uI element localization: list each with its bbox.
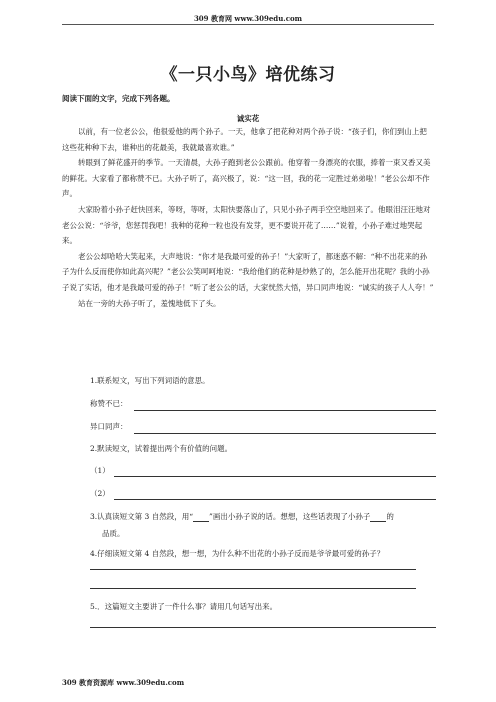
passage-paragraph-4: 老公公却哈哈大笑起来，大声地说：“你才是我最可爱的孙子！”大家听了，都迷惑不解：“种不出花来的孙子为什么反而使你如此高兴呢？”老公公笑呵呵地说：“我给他们的花种是炒熟了的，怎么能开出花呢？我的小孙子说了实话，他才是我最可爱的孙子！”听了老公公的话，大家恍然大悟，异口同声地说：“诚实的孩子人人夸！” [62, 251, 434, 292]
question-1: 1.联系短文，写出下列词语的意思。 [90, 376, 210, 385]
passage-paragraph-5: 站在一旁的大孙子听了，羞愧地低下了头。 [78, 298, 221, 308]
question-3-text-b: ”画出小孙子说的话。想想，这些话表现了小孙子 [209, 512, 371, 521]
page-footer: 309 教育资源库 www.309edu.com [62, 678, 185, 687]
question-3-text-a: 3.认真读短文第 3 自然段，用“ [90, 512, 194, 521]
question-3-blank-mark[interactable] [193, 513, 209, 522]
question-2: 2.默读短文，试着提出两个有价值的问题。 [90, 444, 233, 453]
passage-body [62, 124, 434, 311]
passage-paragraph-3: 大家盼着小孙子赶快回来，等呀，等呀，太阳快要落山了，只见小孙子两手空空地回来了。他眼泪汪汪地对老公公说：“爷爷，您惩罚我吧！我种的花种一粒也没有发芽，更不要说开花了……”说着，小孙子难过地哭起来。 [62, 204, 431, 246]
passage-paragraph-2: 转眼到了鲜花盛开的季节。一天清晨，大孙子跑到老公公跟前。他穿着一身漂亮的衣服，捧着一束又香又美的鲜花。大家看了都称赞不已。大孙子听了，高兴极了，说：“这一回，我的花一定胜过弟弟啦！”老公公却不作声。 [62, 158, 431, 199]
answer-line-2b[interactable] [114, 499, 436, 500]
question-1b-label: 异口同声： [90, 422, 128, 431]
question-2b-label: （2） [90, 489, 110, 498]
question-3-blank-quality[interactable] [370, 513, 386, 522]
document-title: 《一只小鸟》培优练习 [160, 65, 336, 85]
answer-line-5[interactable] [90, 627, 436, 628]
instruction-text: 阅读下面的文字，完成下列各题。 [62, 94, 175, 103]
question-1a-label: 称赞不已： [90, 399, 128, 408]
question-4: 4.仔细读短文第 4 自然段，想一想，为什么种不出花的小孙子反而是爷爷最可爱的孙子？ [90, 549, 385, 558]
question-3 [90, 511, 394, 522]
answer-line-4a[interactable] [90, 569, 416, 570]
question-3-text-c: 的 [386, 512, 394, 521]
answer-line-4b[interactable] [90, 588, 416, 589]
question-3-continued: 品质。 [102, 529, 125, 538]
question-2a-label: （1） [90, 466, 110, 475]
answer-line-1a[interactable] [134, 410, 436, 411]
page-header: 309 教育网 www.309edu.com [193, 14, 303, 23]
answer-line-2a[interactable] [114, 476, 436, 477]
header-divider [62, 24, 434, 25]
answer-line-1b[interactable] [134, 433, 436, 434]
passage-paragraph-1: 以前，有一位老公公，他很爱他的两个孙子。一天，他拿了把花种对两个孙子说：“孩子们，你们到山上把这些花种种下去，谁种出的花最美，我就最喜欢谁。” [62, 127, 427, 152]
passage-title: 诚实花 [236, 114, 260, 123]
question-5: 5.．这篇短文主要讲了一件什么事？请用几句话写出来。 [90, 602, 278, 611]
